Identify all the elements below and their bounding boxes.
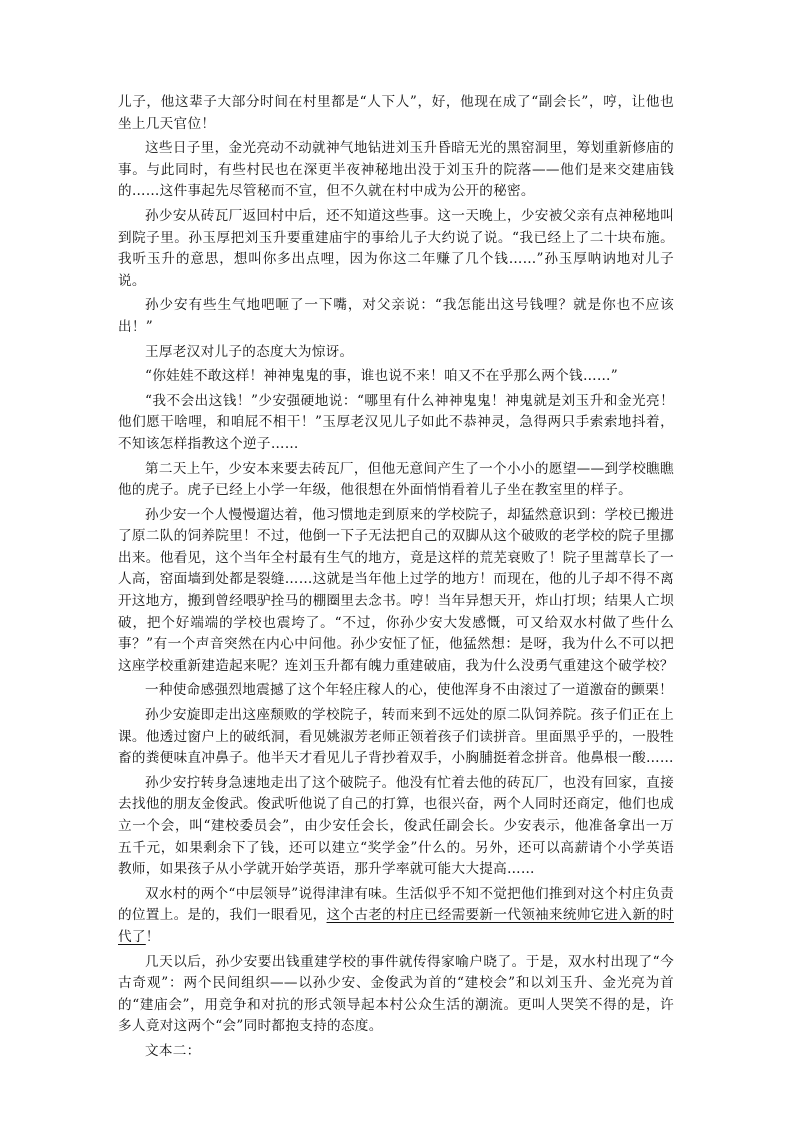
paragraph-7: “我不会出这钱！”少安强硬地说：“哪里有什么神神鬼鬼！神鬼就是刘玉升和金光亮！他们愿干啥哩，和咱屁不相干！”玉厚老汉见儿子如此不恭神灵，急得两只手索索地抖着，不知该怎样指教这个逆子…… <box>118 392 674 452</box>
paragraph-1: 儿子，他这辈子大部分时间在村里都是“人下人”，好，他现在成了“副会长”，哼，让他也坐上几天官位！ <box>118 94 674 132</box>
paragraph-13-end: ！ <box>145 928 160 945</box>
paragraph-4: 孙少安有些生气地吧咂了一下嘴，对父亲说：“我怎能出这号钱哩？就是你也不应该出！” <box>118 297 674 335</box>
paragraph-10: 一种使命感强烈地震撼了这个年轻庄稼人的心，使他浑身不由滚过了一道激奋的颤栗！ <box>145 682 673 699</box>
paragraph-13 <box>118 884 674 949</box>
paragraph-2: 这些日子里，金光亮动不动就神气地钻进刘玉升昏暗无光的黑窑洞里，筹划重新修庙的事。与此同时，有些村民也在深更半夜神秘地出没于刘玉升的院落——他们是来交建庙钱的……这件事起先尽管秘而不宣，但不久就在村中成为公开的秘密。 <box>118 140 674 200</box>
paragraph-5: 王厚老汉对儿子的态度大为惊讶。 <box>145 343 354 360</box>
document-page <box>118 92 674 1066</box>
paragraph-9: 孙少安一个人慢慢遛达着，他习惯地走到原来的学校院子，却猛然意识到：学校已搬进了原二队的饲养院里！不过，他倒一下子无法把自己的双脚从这个破败的老学校的院子里挪出来。他看见，这个当年全村最有生气的地方，竟是这样的荒芜衰败了！院子里蒿草长了一人高，窑面墙到处都是裂缝……这就是当年他上过学的地方！而现在，他的儿子却不得不离开这地方，搬到曾经喂驴拴马的棚圈里去念书。哼！当年异想天开，炸山打坝；结果人亡坝破，把个好端端的学校也震垮了。“不过，你孙少安大发感慨，可又给双水村做了些什么事？”有一个声音突然在内心中问他。孙少安怔了怔，他猛然想：是呀，我为什么不可以把这座学校重新建造起来呢？连刘玉升都有魄力重建破庙，我为什么没勇气重建这个破学校？ <box>118 506 674 674</box>
paragraph-12: 孙少安拧转身急速地走出了这个破院子。他没有忙着去他的砖瓦厂，也没有回家，直接去找他的朋友金俊武。俊武听他说了自己的打算，也很兴奋，两个人同时还商定，他们也成立一个会，叫“建校委员会”，由少安任会长，俊武任副会长。少安表示，他准备拿出一万五千元，如果剩余下了钱，还可以建立“奖学金”什么的。另外，还可以高薪请个小学英语教师，如果孩子从小学就开始学英语，那升学率就可能大大提高…… <box>118 774 674 878</box>
paragraph-8: 第二天上午，少安本来要去砖瓦厂，但他无意间产生了一个小小的愿望——到学校瞧瞧他的虎子。虎子已经上小学一年级，他很想在外面悄悄看着儿子坐在教室里的样子。 <box>118 460 674 499</box>
paragraph-11: 孙少安旋即走出这座颓败的学校院子，转而来到不远处的原二队饲养院。孩子们正在上课。他透过窗户上的破纸洞，看见姚淑芳老师正领着孩子们读拼音。里面黑乎乎的，一股牲畜的粪便味直冲鼻子。他半天才看见儿子背抄着双手，小胸脯挺着念拼音。他鼻根一酸…… <box>118 707 674 767</box>
paragraph-3: 孙少安从砖瓦厂返回村中后，还不知道这些事。这一天晚上，少安被父亲有点神秘地叫到院子里。孙玉厚把刘玉升要重建庙宇的事给儿子大约说了说。“我已经上了二十块布施。我听玉升的意思，想叫你多出点哩，因为你这二年赚了几个钱……”孙玉厚呐讷地对儿子说。 <box>118 207 674 289</box>
paragraph-6: “你娃娃不敢这样！神神鬼鬼的事，谁也说不来！咱又不在乎那么两个钱……” <box>145 368 618 385</box>
section-label-text-two: 文本二： <box>145 1042 201 1059</box>
underlined-sentence: 这个古老的村庄已经需要新一代领袖来统帅它进入新的时代了 <box>118 907 675 945</box>
paragraph-14: 几天以后，孙少安要出钱重建学校的事件就传得家喻户晓了。于是，双水村出现了“今古奇观”：两个民间组织——以孙少安、金俊武为首的“建校会”和以刘玉升、金光亮为首的“建庙会”，用竞争和对抗的形式领导起本村公众生活的潮流。更叫人哭笑不得的是，许多人竟对这两个“会”同时都抱支持的态度。 <box>118 953 674 1035</box>
paragraph-13-head: 双水村的两个“中层领导”说得津津有味。生活似乎不知不觉把他们推到对这个村庄负责的位置上。是的，我们一眼看见， <box>118 885 674 924</box>
